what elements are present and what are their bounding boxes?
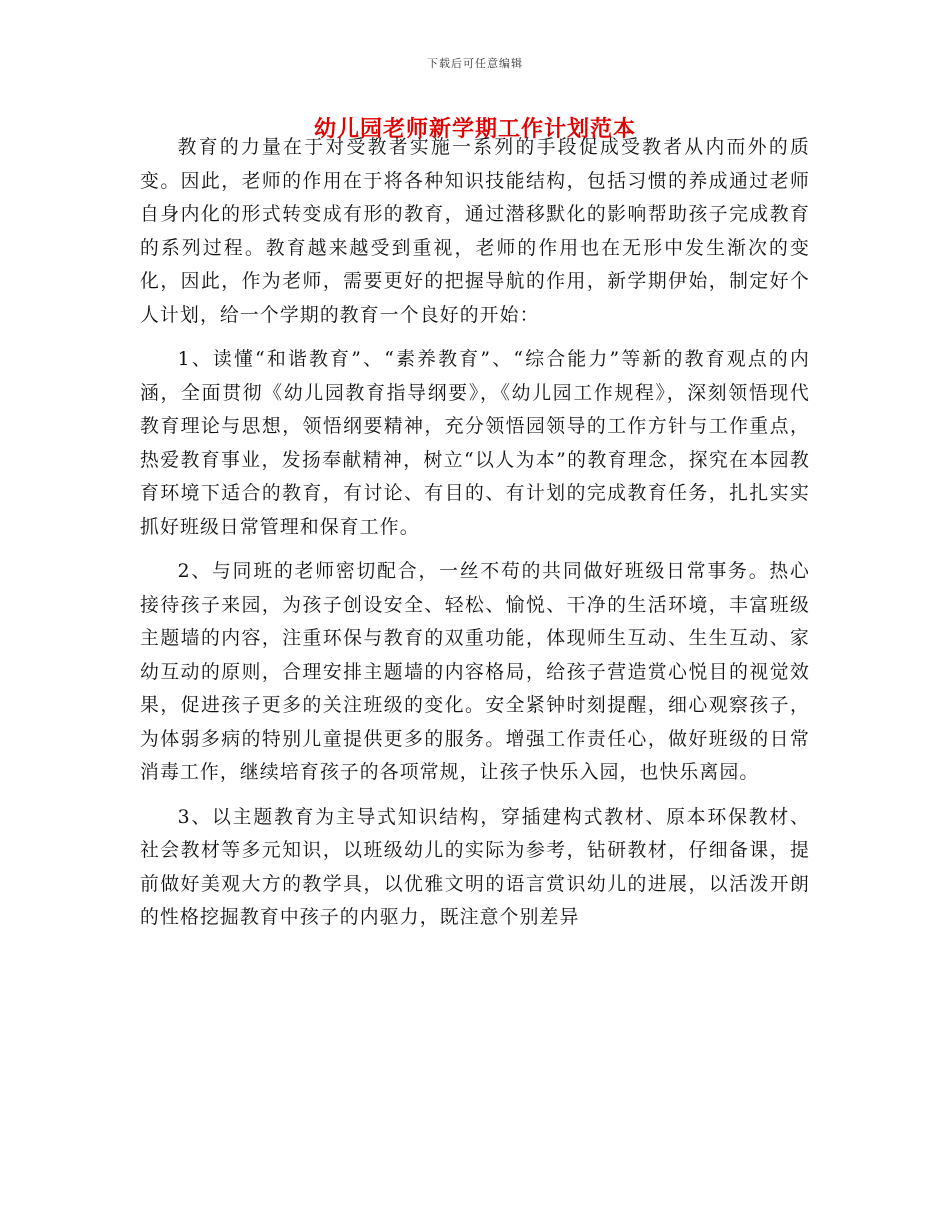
document-body [140, 131, 810, 935]
paragraph-intro: 教育的力量在于对受教者实施一系列的手段促成受教者从内而外的质变。因此，老师的作用在于将各种知识技能结构，包括习惯的养成通过老师自身内化的形式转变成有形的教育，通过潜移默化的影响帮助孩子完成教育的系列过程。教育越来越受到重视，老师的作用也在无形中发生渐次的变化，因此，作为老师，需要更好的把握导航的作用，新学期伊始，制定好个人计划，给一个学期的教育一个良好的开始： [140, 137, 810, 326]
paragraph-item-3: 3、以主题教育为主导式知识结构，穿插建构式教材、原本环保教材、社会教材等多元知识，以班级幼儿的实际为参考，钻研教材，仔细备课，提前做好美观大方的教学具，以优雅文明的语言赏识幼儿的进展，以活泼开朗的性格挖掘教育中孩子的内驱力，既注意个别差异 [140, 806, 810, 928]
paragraph-item-2: 2、与同班的老师密切配合，一丝不苟的共同做好班级日常事务。热心接待孩子来园，为孩子创设安全、轻松、愉悦、干净的生活环境，丰富班级主题墙的内容，注重环保与教育的双重功能，体现师生互动、生生互动、家幼互动的原则，合理安排主题墙的内容格局，给孩子营造赏心悦目的视觉效果，促进孩子更多的关注班级的变化。安全紧钟时刻提醒，细心观察孩子，为体弱多病的特别儿童提供更多的服务。增强工作责任心，做好班级的日常消毒工作，继续培育孩子的各项常规，让孩子快乐入园，也快乐离园。 [140, 561, 810, 783]
paragraph-item-1: 1、读懂“和谐教育”、“素养教育”、“综合能力”等新的教育观点的内涵，全面贯彻《幼儿园教育指导纲要》，《幼儿园工作规程》，深刻领悟现代教育理论与思想，领悟纲要精神，充分领悟园领导的工作方针与工作重点，热爱教育事业，发扬奉献精神，树立“以人为本”的教育理念，探究在本园教育环境下适合的教育，有讨论、有目的、有计划的完成教育任务，扎扎实实抓好班级日常管理和保育工作。 [140, 349, 810, 538]
document-title: 幼儿园老师新学期工作计划范本 [313, 116, 636, 142]
header-note: 下载后可任意编辑 [427, 57, 523, 70]
